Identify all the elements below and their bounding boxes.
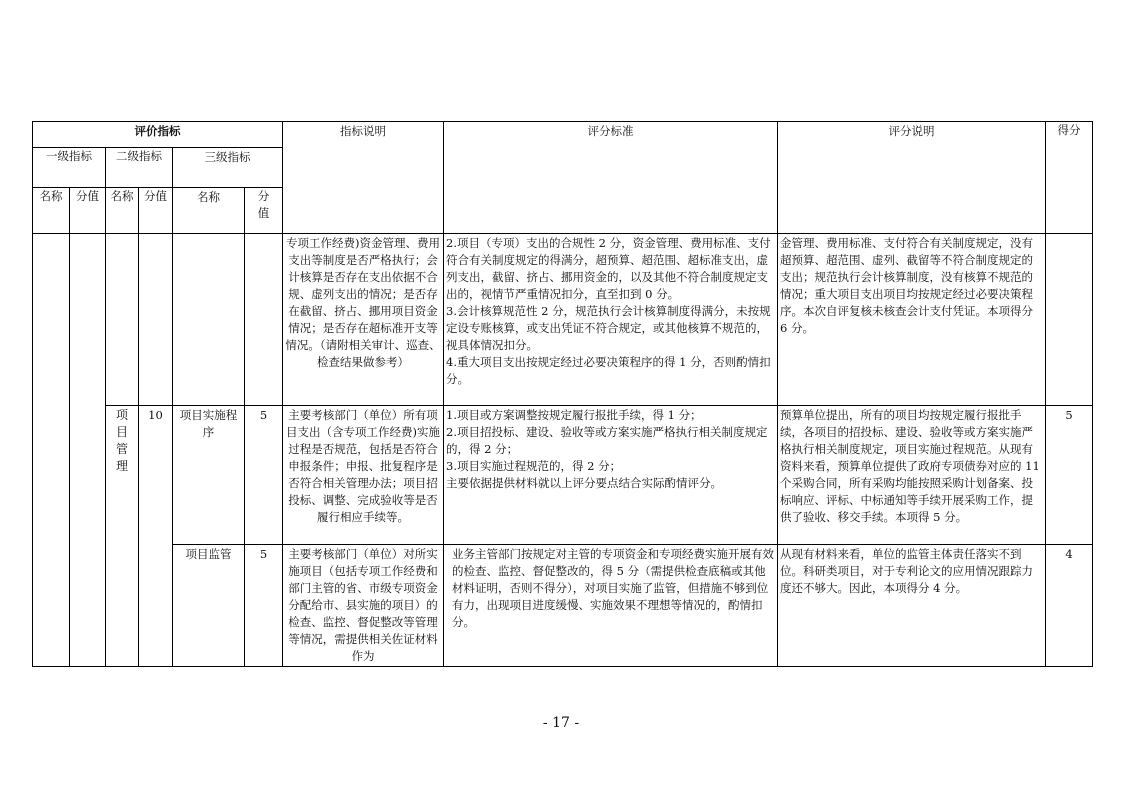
l2-name: 项目管理 <box>115 408 128 473</box>
header-eval-indicators: 评价指标 <box>33 122 283 148</box>
indicator-description: 主要考核部门（单位）所有项目支出（含专项工作经费)实施过程是否规范，包括是否符合申报条件；申报、批复程序是否符合相关管理办法；项目招投标、调整、完成验收等是否履行相应手续等。 <box>283 406 444 545</box>
header-result: 得分 <box>1046 122 1093 234</box>
scoring-note: 预算单位提出，所有的项目均按规定履行报批手续，各项目的招投标、建设、验收等或方案实施严格执行相关制度规定，项目实施过程规范。从现有资料来看，预算单位提供了政府专项债券对应的 11 个采购合同，所有采购均能按照采购计划备案、投标响应、评标、中标通知等手续开展采购工作，提供了验收、移交手续。本项得 5 分。 <box>778 406 1046 545</box>
evaluation-table <box>32 121 1093 667</box>
l3-name-cell <box>173 234 245 406</box>
table-row <box>33 545 1093 667</box>
l3-name: 项目实施程序 <box>173 406 245 545</box>
header-indicator-desc: 指标说明 <box>283 122 444 234</box>
scoring-standard: 业务主管部门按规定对主管的专项资金和专项经费实施开展有效的检查、监控、督促整改的，得 5 分（需提供检查底稿或其他材料证明，否则不得分），对项目实施了监管，但措施不够到位有力，出现项目进度缓慢、实施效果不理想等情况的，酌情扣分。 <box>444 545 778 667</box>
header-l2-name: 名称 <box>106 188 139 234</box>
page-number: - 17 - <box>542 715 580 731</box>
header-scoring-standard: 评分标准 <box>444 122 778 234</box>
header-level3: 三级指标 <box>173 148 283 188</box>
l2-name-cell <box>106 234 139 406</box>
l2-score: 10 <box>139 406 173 667</box>
result-score: 5 <box>1046 406 1093 545</box>
l3-name: 项目监管 <box>173 545 245 667</box>
scoring-standard: 1.项目或方案调整按规定履行报批手续，得 1 分； 2.项目招投标、建设、验收等或方案实施严格执行相关制度规定的，得 2 分； 3.项目实施过程规范的，得 2 分； 主要依据提供材料就以上评分要点结合实际酌情评分。 <box>444 406 778 545</box>
header-level1: 一级指标 <box>33 148 106 188</box>
l2-name-cell <box>106 406 139 667</box>
l3-score: 5 <box>245 545 283 667</box>
header-l3-name: 名称 <box>173 188 245 234</box>
table-row <box>33 234 1093 406</box>
header-l1-name: 名称 <box>33 188 70 234</box>
l3-score-cell <box>245 234 283 406</box>
scoring-note: 金管理、费用标准、支付符合有关制度规定，没有超预算、超范围、虚列、截留等不符合制度规定的支出；规范执行会计核算制度，没有核算不规范的情况；重大项目支出项目均按规定经过必要决策程序。本次自评复核未核查会计支付凭证。本项得分 6 分。 <box>778 234 1046 406</box>
l2-score-cell <box>139 234 173 406</box>
scoring-note: 从现有材料来看，单位的监管主体责任落实不到位。科研类项目，对于专利论文的应用情况跟踪力度还不够大。因此，本项得分 4 分。 <box>778 545 1046 667</box>
indicator-description: 主要考核部门（单位）对所实施项目（包括专项工作经费和部门主管的省、市级专项资金分配给市、县实施的项目）的检查、监控、督促整改等管理等情况，需提供相关佐证材料作为 <box>283 545 444 667</box>
result-score: 4 <box>1046 545 1093 667</box>
header-level2: 二级指标 <box>106 148 173 188</box>
header-l1-score: 分值 <box>70 188 106 234</box>
table-row <box>33 406 1093 545</box>
header-l2-score: 分值 <box>139 188 173 234</box>
scoring-standard: 2.项目（专项）支出的合规性 2 分，资金管理、费用标准、支付符合有关制度规定的得满分，超预算、超范围、超标准支出，虚列支出，截留、挤占、挪用资金的，以及其他不符合制度规定支出的，视情节严重情况扣分，直至扣到 0 分。 3.会计核算规范性 2 分，规范执行会计核算制度得满分，未按规定设专账核算，或支出凭证不符合规定，或其他核算不规范的，视具体情况扣分。 4.重大项目支出按规定经过必要决策程序的得 1 分，否则酌情扣分。 <box>444 234 778 406</box>
l3-score: 5 <box>245 406 283 545</box>
header-l3-score: 分值 <box>245 188 283 234</box>
l1-name-cell <box>33 234 70 667</box>
l1-score-cell <box>70 234 106 667</box>
result-score <box>1046 234 1093 406</box>
indicator-description: 专项工作经费)资金管理、费用支出等制度是否严格执行；会计核算是否存在支出依据不合规、虚列支出的情况；是否存在截留、挤占、挪用项目资金情况；是否存在超标准开支等情况。（请附相关审计、巡查、检查结果做参考） <box>283 234 444 406</box>
header-scoring-note: 评分说明 <box>778 122 1046 234</box>
